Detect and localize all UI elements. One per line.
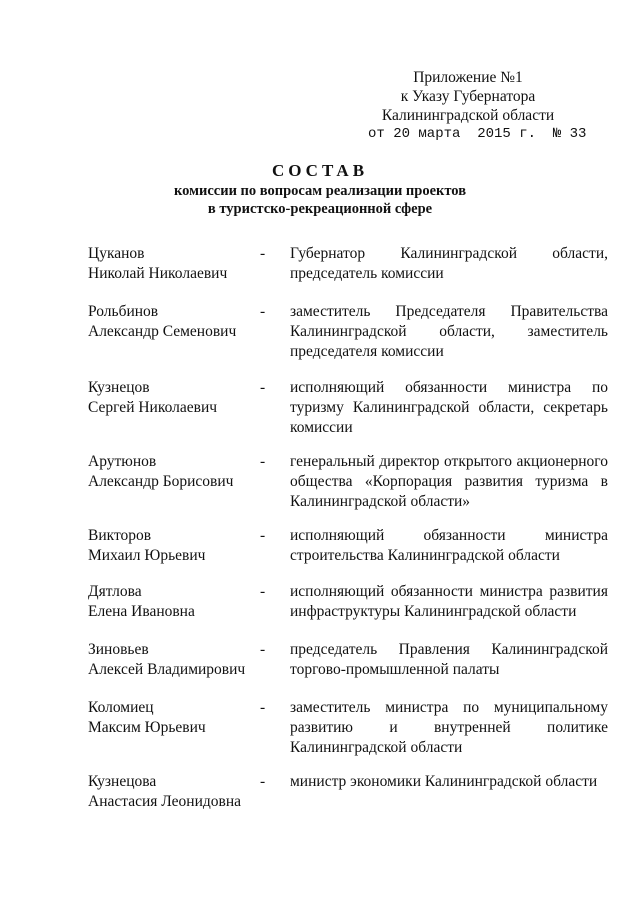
member-role: исполняющий обязанности министра строительства Калининградской области <box>290 527 608 564</box>
appendix-line-3: Калининградской области <box>381 107 555 124</box>
member-given-names: Александр Борисович <box>88 473 234 490</box>
document-subtitle-line-1: комиссии по вопросам реализации проектов <box>173 183 467 199</box>
member-role: заместитель министра по муниципальному развитию и внутренней политике Калининградской области <box>290 699 608 756</box>
member-role: Губернатор Калининградской области, председатель комиссии <box>290 245 608 282</box>
member-dash: - <box>260 699 266 716</box>
member-surname: Кузнецов <box>88 379 150 396</box>
member-name <box>88 772 258 812</box>
member-surname: Викторов <box>88 527 152 544</box>
document-subtitle-line-2: в туристско-рекреационной сфере <box>207 201 433 217</box>
appendix-date-line: от 20 марта 2015 г. № 33 <box>368 126 587 142</box>
appendix-line-1: Приложение №1 <box>413 69 523 86</box>
member-given-names: Елена Ивановна <box>88 603 195 620</box>
member-role: исполняющий обязанности министра по туризму Калининградской области, секретарь комиссии <box>290 379 608 436</box>
member-dash: - <box>260 641 266 658</box>
member-dash: - <box>260 379 266 396</box>
member-dash: - <box>260 245 266 262</box>
member-given-names: Сергей Николаевич <box>88 399 218 416</box>
member-given-names: Максим Юрьевич <box>88 719 206 736</box>
member-surname: Кузнецова <box>88 773 157 790</box>
member-role: министр экономики Калининградской области <box>290 773 598 790</box>
member-name <box>88 378 258 418</box>
member-given-names: Анастасия Леонидовна <box>88 793 242 810</box>
document-title: СОСТАВ <box>271 161 369 180</box>
member-dash: - <box>260 527 266 544</box>
member-dash: - <box>260 773 266 790</box>
document-heading <box>0 160 640 218</box>
member-given-names: Александр Семенович <box>88 323 237 340</box>
member-given-names: Николай Николаевич <box>88 265 228 282</box>
member-role: председатель Правления Калининградской торгово-промышленной палаты <box>290 641 608 678</box>
member-name <box>88 698 258 738</box>
appendix-header <box>368 68 587 144</box>
member-role: исполняющий обязанности министра развития инфраструктуры Калининградской области <box>290 583 608 620</box>
member-dash: - <box>260 583 266 600</box>
member-given-names: Алексей Владимирович <box>88 661 246 678</box>
member-name <box>88 582 258 622</box>
member-surname: Арутюнов <box>88 453 157 470</box>
member-role: заместитель Председателя Правительства Калининградской области, заместитель председателя комиссии <box>290 303 608 360</box>
member-name <box>88 640 258 680</box>
member-role: генеральный директор открытого акционерного общества «Корпорация развития туризма в Калининградской области» <box>290 453 608 510</box>
member-surname: Дятлова <box>88 583 142 600</box>
member-dash: - <box>260 303 266 320</box>
member-name <box>88 244 258 284</box>
member-name <box>88 302 258 342</box>
appendix-line-2: к Указу Губернатора <box>400 88 536 105</box>
member-name <box>88 452 258 492</box>
member-dash: - <box>260 453 266 470</box>
member-surname: Рольбинов <box>88 303 159 320</box>
member-surname: Зиновьев <box>88 641 149 658</box>
member-surname: Коломиец <box>88 699 154 716</box>
member-name <box>88 526 258 566</box>
member-surname: Цуканов <box>88 245 145 262</box>
member-given-names: Михаил Юрьевич <box>88 547 206 564</box>
